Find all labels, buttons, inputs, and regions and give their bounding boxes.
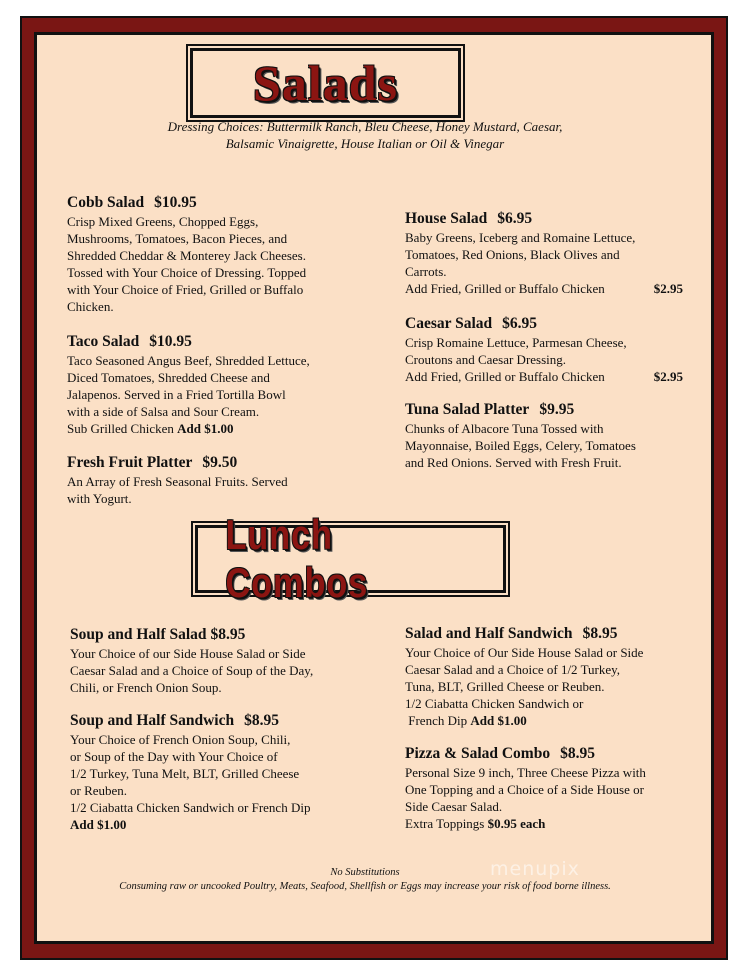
no-substitutions: No Substitutions xyxy=(330,867,400,878)
item-description: Your Choice of Our Side House Salad or Side Caesar Salad and a Choice of 1/2 Turkey, Tuna, BLT, Grilled Cheese or Reuben. 1/2 Ciabatta Chicken Sandwich or xyxy=(405,645,644,711)
salads-title: Salads xyxy=(253,55,398,111)
item-price: $9.50 xyxy=(202,454,238,471)
item-name: Pizza & Salad Combo xyxy=(405,745,551,762)
item-price: $6.95 xyxy=(502,315,538,332)
menu-item-fresh-fruit-platter xyxy=(67,453,367,507)
item-name: Fresh Fruit Platter xyxy=(67,454,193,471)
item-price: $8.95 xyxy=(560,745,595,762)
item-name: Taco Salad xyxy=(67,333,140,350)
item-addon-text: Sub Grilled Chicken xyxy=(67,421,178,436)
item-addon-price: $0.95 each xyxy=(487,816,546,831)
item-description: Baby Greens, Iceberg and Romaine Lettuce, Tomatoes, Red Onions, Black Olives and Carrots. xyxy=(405,230,636,279)
item-addon-text: Extra Toppings xyxy=(405,816,488,831)
dressing-line-2: Balsamic Vinaigrette, House Italian or Oil & Vinegar xyxy=(225,136,505,151)
menu-item-salad-half-sandwich xyxy=(405,624,695,729)
salads-title-box xyxy=(190,48,461,118)
item-addon-price: Add $1.00 xyxy=(470,713,527,728)
item-price: $10.95 xyxy=(154,194,197,211)
menu-item-soup-half-salad xyxy=(70,625,370,696)
item-price: $8.95 xyxy=(210,626,246,643)
dressing-choices xyxy=(60,118,670,152)
menu-item-pizza-salad-combo xyxy=(405,744,695,832)
item-description: Chunks of Albacore Tuna Tossed with Mayonnaise, Boiled Eggs, Celery, Tomatoes and Red Onions. Served with Fresh Fruit. xyxy=(405,421,636,470)
item-name: House Salad xyxy=(405,210,488,227)
item-addon-price: Add $1.00 xyxy=(177,421,234,436)
item-name: Soup and Half Sandwich xyxy=(70,712,235,729)
item-price: $8.95 xyxy=(244,712,279,729)
item-name: Soup and Half Salad xyxy=(70,626,207,643)
item-description: Your Choice of our Side House Salad or Side Caesar Salad and a Choice of Soup of the Day, Chili, or French Onion Soup. xyxy=(70,646,314,695)
menu-item-soup-half-sandwich xyxy=(70,711,370,833)
menu-item-cobb-salad xyxy=(67,193,367,315)
item-description: Crisp Romaine Lettuce, Parmesan Cheese, Croutons and Caesar Dressing. xyxy=(405,335,627,367)
dressing-line-1: Dressing Choices: Buttermilk Ranch, Bleu Cheese, Honey Mustard, Caesar, xyxy=(167,119,563,134)
menu-item-taco-salad xyxy=(67,332,367,437)
menu-item-caesar-salad xyxy=(405,314,683,385)
item-description: Taco Seasoned Angus Beef, Shredded Lettuce, Diced Tomatoes, Shredded Cheese and Jalapenos. Served in a Fried Tortilla Bowl with a side of Salsa and Sour Cream. xyxy=(67,353,310,419)
food-safety-warning: Consuming raw or uncooked Poultry, Meats, Seafood, Shellfish or Eggs may increase your risk of food borne illness. xyxy=(119,881,611,892)
item-name: Salad and Half Sandwich xyxy=(405,625,573,642)
item-addon-price: Add $1.00 xyxy=(70,817,127,832)
item-addon-text: Add Fried, Grilled or Buffalo Chicken xyxy=(405,281,605,296)
item-price: $8.95 xyxy=(582,625,618,642)
lunch-combos-title-box xyxy=(195,511,506,606)
menu-item-house-salad xyxy=(405,209,683,297)
item-name: Caesar Salad xyxy=(405,315,493,332)
item-description: Personal Size 9 inch, Three Cheese Pizza with One Topping and a Choice of a Side House or Side Caesar Salad. xyxy=(405,765,646,814)
menupix-watermark: menupix xyxy=(490,858,580,880)
menu-item-tuna-salad-platter xyxy=(405,400,695,471)
item-description: An Array of Fresh Seasonal Fruits. Served with Yogurt. xyxy=(67,474,288,506)
lunch-combos-title: Lunch Combos xyxy=(225,511,369,606)
item-addon-text: Add Fried, Grilled or Buffalo Chicken xyxy=(405,369,605,384)
item-name: Cobb Salad xyxy=(67,194,145,211)
item-price: $6.95 xyxy=(497,210,533,227)
item-name: Tuna Salad Platter xyxy=(405,401,530,418)
item-description: Your Choice of French Onion Soup, Chili, or Soup of the Day with Your Choice of 1/2 Turkey, Tuna Melt, BLT, Grilled Cheese or Reuben. 1/2 Ciabatta Chicken Sandwich or French Dip xyxy=(70,732,311,815)
item-description: Crisp Mixed Greens, Chopped Eggs, Mushrooms, Tomatoes, Bacon Pieces, and Shredded Cheddar & Monterey Jack Cheeses. Tossed with Your Choice of Dressing. Topped with Your Choice of Fried, Grilled or Buffalo Chicken. xyxy=(67,214,307,314)
item-price: $10.95 xyxy=(149,333,192,350)
item-addon-price: $2.95 xyxy=(653,281,683,296)
item-addon-text: French Dip xyxy=(405,713,471,728)
item-addon-price: $2.95 xyxy=(653,369,683,384)
item-price: $9.95 xyxy=(539,401,575,418)
